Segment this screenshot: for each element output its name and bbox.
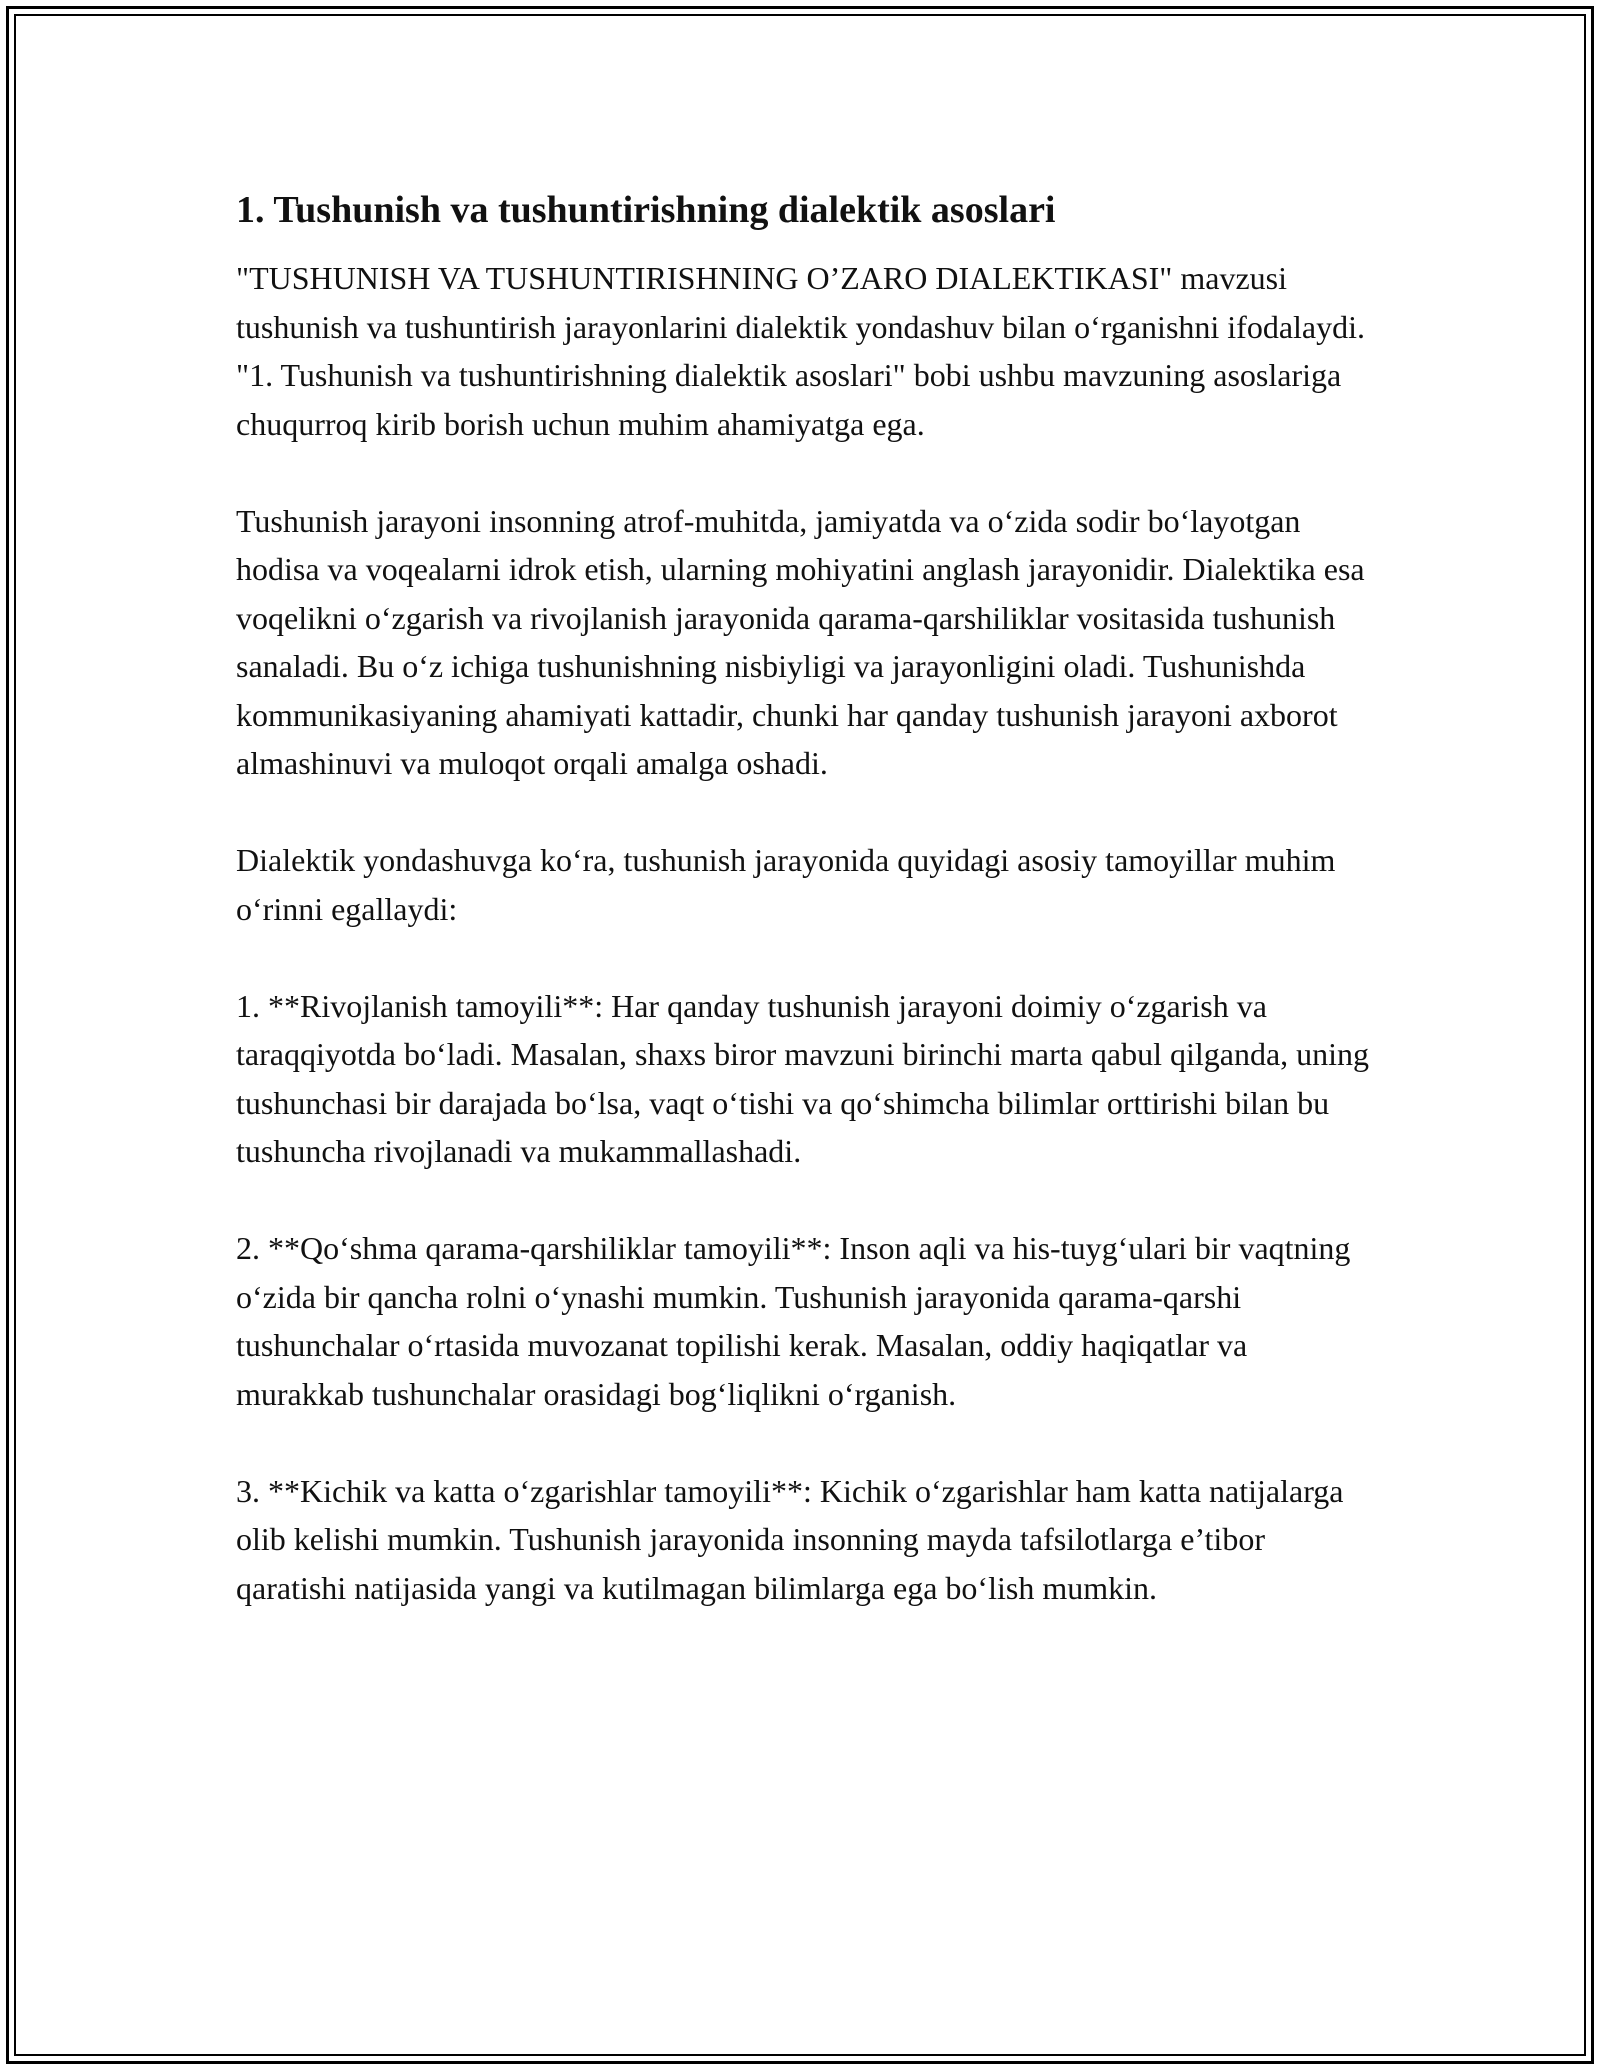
- paragraph-understanding-process: Tushunish jarayoni insonning atrof-muhitda, jamiyatda va o‘zida sodir bo‘layotgan hodisa va voqealarni idrok etish, ularning mohiyatini anglash jarayonidir. Dialektika esa voqelikni o‘zgarish va rivojlanish jarayonida qarama-qarshiliklar vositasida tushunish sanaladi. Bu o‘z ichiga tushunishning nisbiyligi va jarayonligini oladi. Tushunishda kommunikasiyaning ahamiyati kattadir, chunki har qanday tushunish jarayoni axborot almashinuvi va muloqot orqali amalga oshadi.: [236, 502, 1365, 781]
- list-item-contradictions-principle: 2. **Qo‘shma qarama-qarshiliklar tamoyili**: Inson aqli va his-tuyg‘ulari bir vaqtning o‘zida bir qancha rolni o‘ynashi mumkin. Tushunish jarayonida qarama-qarshi tushunchalar o‘rtasida muvozanat topilishi kerak. Masalan, oddiy haqiqatlar va murakkab tushunchalar orasidagi bog‘liqlikni o‘rganish.: [236, 1230, 1351, 1412]
- list-item-development-principle: 1. **Rivojlanish tamoyili**: Har qanday tushunish jarayoni doimiy o‘zgarish va taraqqiyotda bo‘ladi. Masalan, shaxs biror mavzuni birinchi marta qabul qilganda, uning tushunchasi bir darajada bo‘lsa, vaqt o‘tishi va qo‘shimcha bilimlar orttirishi bilan bu tushuncha rivojlanadi va mukammallashadi.: [236, 987, 1370, 1169]
- document-body: [236, 184, 1376, 1661]
- paragraph-principles-intro: Dialektik yondashuvga ko‘ra, tushunish jarayonida quyidagi asosiy tamoyillar muhim o‘rinni egallaydi:: [236, 842, 1336, 927]
- paragraph-intro: "TUSHUNISH VA TUSHUNTIRISHNING O’ZARO DIALEKTIKASI" mavzusi tushunish va tushuntirish jarayonlarini dialektik yondashuv bilan o‘rganishni ifodalaydi. "1. Tushunish va tushuntirishning dialektik asoslari" bobi ushbu mavzuning asoslariga chuqurroq kirib borish uchun muhim ahamiyatga ega.: [236, 260, 1366, 442]
- list-item-changes-principle: 3. **Kichik va katta o‘zgarishlar tamoyili**: Kichik o‘zgarishlar ham katta natijalarga olib kelishi mumkin. Tushunish jarayonida insonning mayda tafsilotlarga e’tibor qaratishi natijasida yangi va kutilmagan bilimlarga ega bo‘lish mumkin.: [236, 1472, 1344, 1606]
- section-heading: 1. Tushunish va tushuntirishning dialektik asoslari: [236, 189, 1056, 231]
